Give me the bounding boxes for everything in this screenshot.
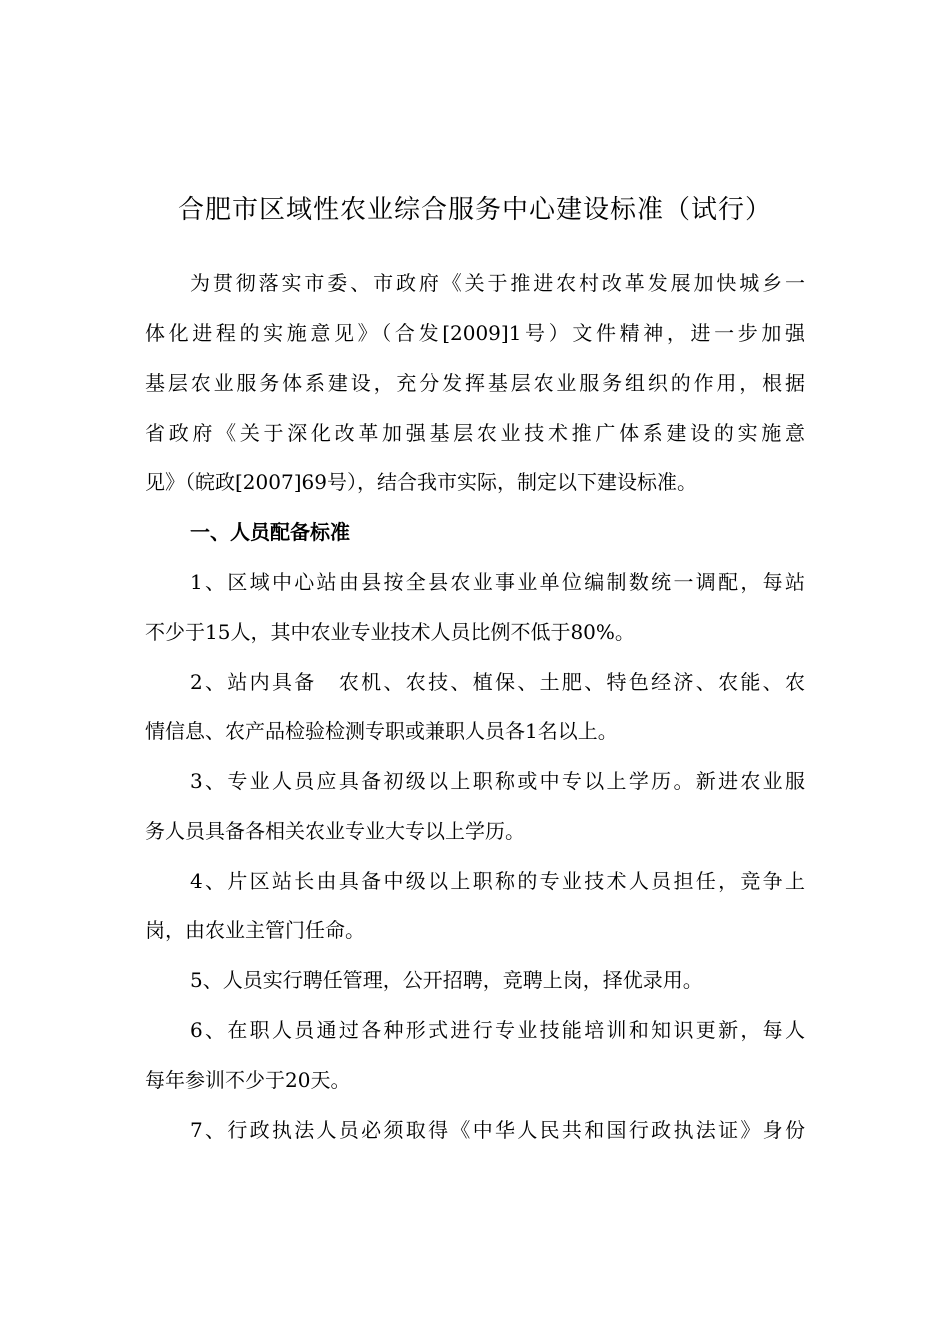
paragraph-line: 情信息、农产品检验检测专职或兼职人员各1名以上。	[145, 719, 618, 743]
paragraph-line: 2、站内具备 农机、农技、植保、土肥、特色经济、农能、农	[190, 670, 805, 694]
paragraph-line: 7、行政执法人员必须取得《中华人民共和国行政执法证》身份	[190, 1118, 805, 1142]
paragraph-line: 不少于15人，其中农业专业技术人员比例不低于80%。	[145, 620, 635, 644]
paragraph-line: 5、人员实行聘任管理，公开招聘，竞聘上岗，择优录用。	[190, 968, 703, 992]
paragraph-line: 3、专业人员应具备初级以上职称或中专以上学历。新进农业服	[190, 769, 805, 793]
paragraph-line: 省政府《关于深化改革加强基层农业技术推广体系建设的实施意	[145, 421, 805, 445]
document-title: 合肥市区域性农业综合服务中心建设标准（试行）	[177, 195, 772, 225]
paragraph-line: 见》（皖政[2007]69号），结合我市实际，制定以下建设标准。	[145, 470, 697, 494]
paragraph-line: 体化进程的实施意见》（合发[2009]1号）文件精神，进一步加强	[145, 321, 805, 345]
paragraph-line: 1、区域中心站由县按全县农业事业单位编制数统一调配，每站	[190, 570, 805, 594]
paragraph-line: 6、在职人员通过各种形式进行专业技能培训和知识更新，每人	[190, 1018, 805, 1042]
paragraph-line: 4、片区站长由具备中级以上职称的专业技术人员担任，竞争上	[190, 869, 805, 893]
paragraph-line: 岗，由农业主管门任命。	[145, 918, 365, 942]
paragraph-line: 每年参训不少于20天。	[145, 1068, 351, 1092]
paragraph-line: 基层农业服务体系建设，充分发挥基层农业服务组织的作用，根据	[145, 371, 805, 395]
paragraph-line: 务人员具备各相关农业专业大专以上学历。	[145, 819, 525, 843]
paragraph-line: 为贯彻落实市委、市政府《关于推进农村改革发展加快城乡一	[190, 271, 805, 295]
section-heading: 一、人员配备标准	[190, 520, 350, 544]
